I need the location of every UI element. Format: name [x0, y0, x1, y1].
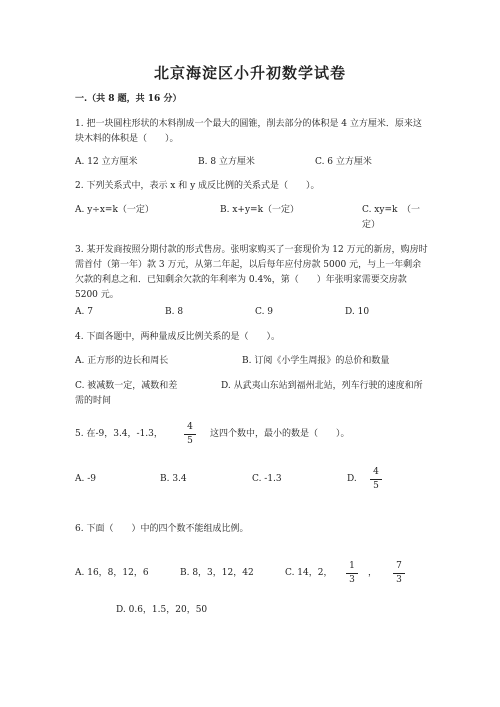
section-heading: 一.（共 8 题，共 16 分） — [75, 94, 182, 104]
q6-option-a[interactable]: A. 16，8，12，6 — [75, 568, 149, 578]
fraction-bar — [393, 573, 405, 574]
q5-option-a[interactable]: A. -9 — [75, 474, 96, 484]
q3-option-c[interactable]: C. 9 — [255, 307, 274, 317]
q1-option-b[interactable]: B. 8 立方厘米 — [198, 157, 255, 167]
q4-option-a[interactable]: A. 正方形的边长和周长 — [75, 356, 169, 366]
q4-option-c[interactable]: C. 被减数一定，减数和差 — [75, 381, 178, 391]
question-3: 3. 某开发商按照分期付款的形式售房。张明家购买了一套现价为 12 万元的新房，购房时需首付（第一年）款 3 万元，从第二年起，以后每年应付房款 5000 元，与上一年剩余欠款的利息之和．已知剩余欠款的年利率为 0.4%，第（ ）年张明家需要交房款 5200 元。 — [75, 245, 428, 300]
q3-option-b[interactable]: B. 8 — [165, 307, 184, 317]
q3-option-d[interactable]: D. 10 — [345, 307, 370, 317]
q6-option-c-fraction-2 — [393, 561, 405, 586]
q3-option-a[interactable]: A. 7 — [75, 307, 93, 317]
q1-option-c[interactable]: C. 6 立方厘米 — [315, 157, 372, 167]
q5-option-d[interactable]: D. — [347, 474, 357, 484]
q1-option-a[interactable]: A. 12 立方厘米 — [75, 157, 138, 167]
q2-option-a[interactable]: A. y÷x=k（一定） — [75, 205, 154, 215]
fraction-bar — [370, 479, 382, 480]
q2-option-c[interactable]: C. xy=k （一定） — [362, 205, 420, 230]
q6-option-d[interactable]: D. 0.6，1.5，20，50 — [116, 605, 208, 615]
question-5-start: 5. 在-9，3.4，-1.3， — [75, 429, 163, 439]
question-5-end: 这四个数中，最小的数是（ ）。 — [210, 429, 350, 439]
q4-option-d[interactable]: D. 从武夷山东站到福州北站，列车行驶的速度和所需的时间 — [75, 381, 423, 406]
q6-option-b[interactable]: B. 8，3，12，42 — [180, 568, 254, 578]
q5-fraction — [184, 422, 196, 447]
q6-option-c-fraction-1 — [346, 561, 358, 586]
q6-c-frac1-numerator: 1 — [349, 561, 355, 571]
q4-option-b[interactable]: B. 订阅《小学生周报》的总价和数量 — [242, 356, 390, 366]
q5-fraction-denominator: 5 — [187, 436, 193, 446]
q5-option-c[interactable]: C. -1.3 — [252, 474, 282, 484]
q6-c-frac1-denominator: 3 — [349, 575, 355, 585]
q5-option-d-denominator: 5 — [373, 481, 379, 491]
fraction-bar — [346, 573, 358, 574]
q5-option-b[interactable]: B. 3.4 — [160, 474, 187, 484]
q6-c-frac2-numerator: 7 — [396, 561, 402, 571]
q6-c-frac2-denominator: 3 — [396, 575, 402, 585]
question-6: 6. 下面（ ）中的四个数不能组成比例。 — [75, 524, 249, 534]
q5-option-d-numerator: 4 — [373, 467, 379, 477]
q5-fraction-numerator: 4 — [187, 422, 193, 432]
q6-option-c-separator: ， — [368, 568, 378, 578]
q5-option-d-fraction — [370, 467, 382, 492]
question-2: 2. 下列关系式中，表示 x 和 y 成反比例的关系式是（ ）。 — [75, 181, 320, 191]
q6-option-c[interactable]: C. 14，2， — [285, 568, 333, 578]
fraction-bar — [184, 434, 196, 435]
page-title: 北京海淀区小升初数学试卷 — [153, 64, 346, 82]
question-1: 1. 把一块圆柱形状的木料削成一个最大的圆锥，削去部分的体积是 4 立方厘米．原来这块木料的体积是（ ）。 — [75, 119, 422, 144]
question-4: 4. 下面各题中，两种量成反比例关系的是（ ）。 — [75, 332, 280, 342]
q2-option-b[interactable]: B. x+y=k（一定） — [220, 205, 300, 215]
